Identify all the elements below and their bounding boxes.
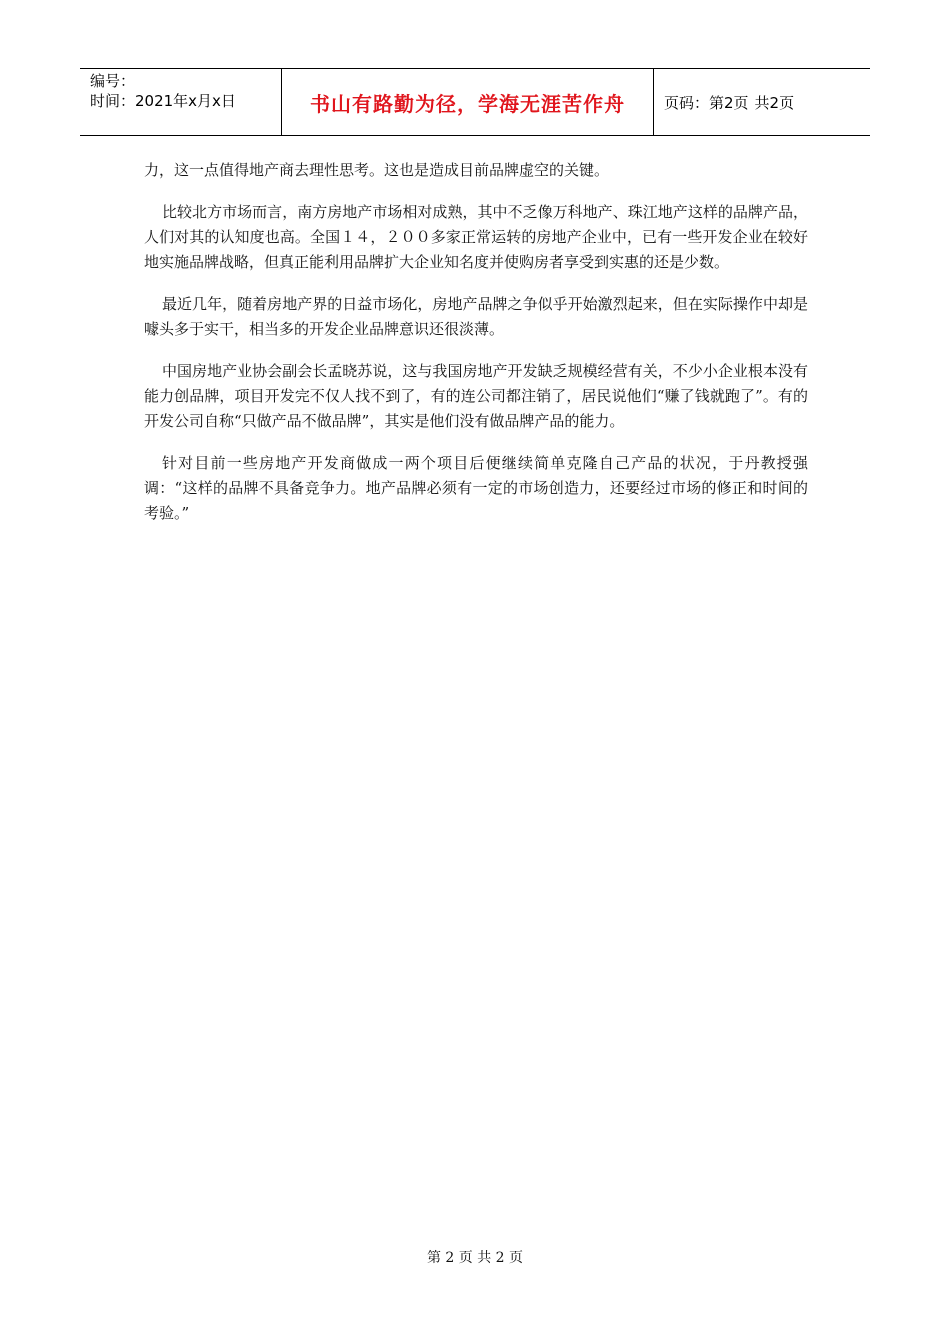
document-body xyxy=(144,158,808,543)
document-time-label: 时间：2021年x月x日 xyxy=(90,92,236,110)
body-paragraph: 中国房地产业协会副会长孟晓苏说，这与我国房地产开发缺乏规模经营有关，不少小企业根本没有能力创品牌，项目开发完不仅人找不到了，有的连公司都注销了，居民说他们“赚了钱就跑了”。有的开发公司自称“只做产品不做品牌”，其实是他们没有做品牌产品的能力。 xyxy=(144,362,808,430)
motto-text: 书山有路勤为径，学海无涯苦作舟 xyxy=(310,91,625,116)
header-meta xyxy=(80,69,282,135)
body-paragraph: 力，这一点值得地产商去理性思考。这也是造成目前品牌虚空的关键。 xyxy=(144,161,610,179)
page-total-label: 共2页 xyxy=(754,93,795,112)
body-paragraph: 比较北方市场而言，南方房地产市场相对成熟，其中不乏像万科地产、珠江地产这样的品牌产品，人们对其的认知度也高。全国１４，２００多家正常运转的房地产企业中，已有一些开发企业在较好地实施品牌战略，但真正能利用品牌扩大企业知名度并使购房者享受到实惠的还是少数。 xyxy=(144,203,808,271)
page-header xyxy=(80,68,870,136)
body-paragraph: 针对目前一些房地产开发商做成一两个项目后便继续简单克隆自己产品的状况，于丹教授强调：“这样的品牌不具备竞争力。地产品牌必须有一定的市场创造力，还要经过市场的修正和时间的考验。” xyxy=(144,454,808,522)
page-number-label: 页码：第2页 xyxy=(664,93,749,112)
header-motto-cell xyxy=(282,69,654,135)
page-footer: 第 2 页 共 2 页 xyxy=(426,1250,524,1266)
body-paragraph: 最近几年，随着房地产界的日益市场化，房地产品牌之争似乎开始激烈起来，但在实际操作中却是噱头多于实干，相当多的开发企业品牌意识还很淡薄。 xyxy=(144,295,808,338)
header-page-info xyxy=(654,69,870,135)
document-number-label: 编号： xyxy=(90,72,136,90)
